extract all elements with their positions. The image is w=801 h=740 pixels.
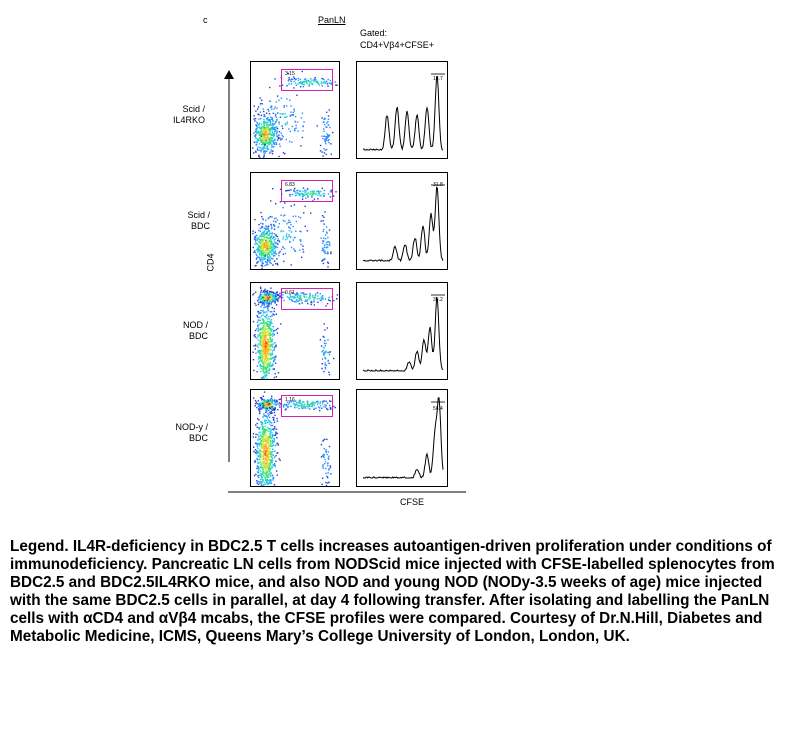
gated-value: CD4+Vβ4+CFSE+ — [360, 40, 434, 50]
gate-pct-2: 6.83 — [285, 182, 295, 188]
histogram-3 — [356, 282, 448, 380]
row-label-3-line1: NOD / — [182, 320, 208, 330]
x-axis-line — [228, 490, 468, 494]
dot-plot-3 — [250, 282, 340, 380]
gate-pct-3: 0.61 — [285, 290, 295, 296]
row-label-1 — [145, 104, 205, 126]
panel-title: PanLN — [318, 15, 346, 25]
row-label-2-line2: BDC — [190, 221, 210, 231]
row-label-1-line2: IL4RKO — [172, 115, 205, 125]
dot-plot-4 — [250, 389, 340, 487]
y-axis-label: CD4 — [205, 253, 216, 272]
row-label-1-line1: Scid / — [182, 104, 205, 114]
row-label-4-line2: BDC — [188, 433, 208, 443]
gated-label: Gated: — [360, 28, 388, 38]
panel-letter: c — [203, 15, 208, 25]
gate-pct-1: 3.15 — [285, 71, 295, 77]
hist-peak-4: 56.4 — [433, 406, 443, 412]
row-label-2-line1: Scid / — [187, 210, 210, 220]
row-label-4-line1: NOD-y / — [175, 422, 208, 432]
row-label-4 — [148, 422, 208, 444]
y-axis-arrow — [222, 70, 236, 465]
x-axis-label: CFSE — [400, 497, 425, 507]
figure-legend: Legend. IL4R-deficiency in BDC2.5 T cells increases autoantigen-driven proliferation under conditions of immunodeficiency. Pancreatic LN cells from NODScid mice injected with CFSE-labelled splenocytes from BDC2.5 and BDC2.5IL4RKO mice, and also NOD and young NOD (NODy-3.5 weeks of age) mice injected with the same BDC2.5 cells in parallel, at day 4 following transfer. After isolating and labelling the PanLN cells with αCD4 and αVβ4 mcabs, the CFSE profiles were compared. Courtesy of Dr.N.Hill, Diabetes and Metabolic Medicine, ICMS, Queens Mary’s College University of London, London, UK. — [10, 538, 775, 646]
row-label-3-line2: BDC — [188, 331, 208, 341]
gate-pct-4: 1.16 — [285, 397, 295, 403]
histogram-4-curve — [357, 390, 447, 486]
hist-peak-2: 31.8 — [433, 182, 443, 188]
hist-peak-3: 36.2 — [433, 297, 443, 303]
histogram-2 — [356, 172, 448, 270]
histogram-4 — [356, 389, 448, 487]
dot-plot-1 — [250, 61, 340, 159]
dot-plot-2 — [250, 172, 340, 270]
row-label-3 — [148, 320, 208, 342]
hist-peak-1: 18.7 — [433, 76, 443, 82]
row-label-2 — [150, 210, 210, 232]
histogram-1 — [356, 61, 448, 159]
